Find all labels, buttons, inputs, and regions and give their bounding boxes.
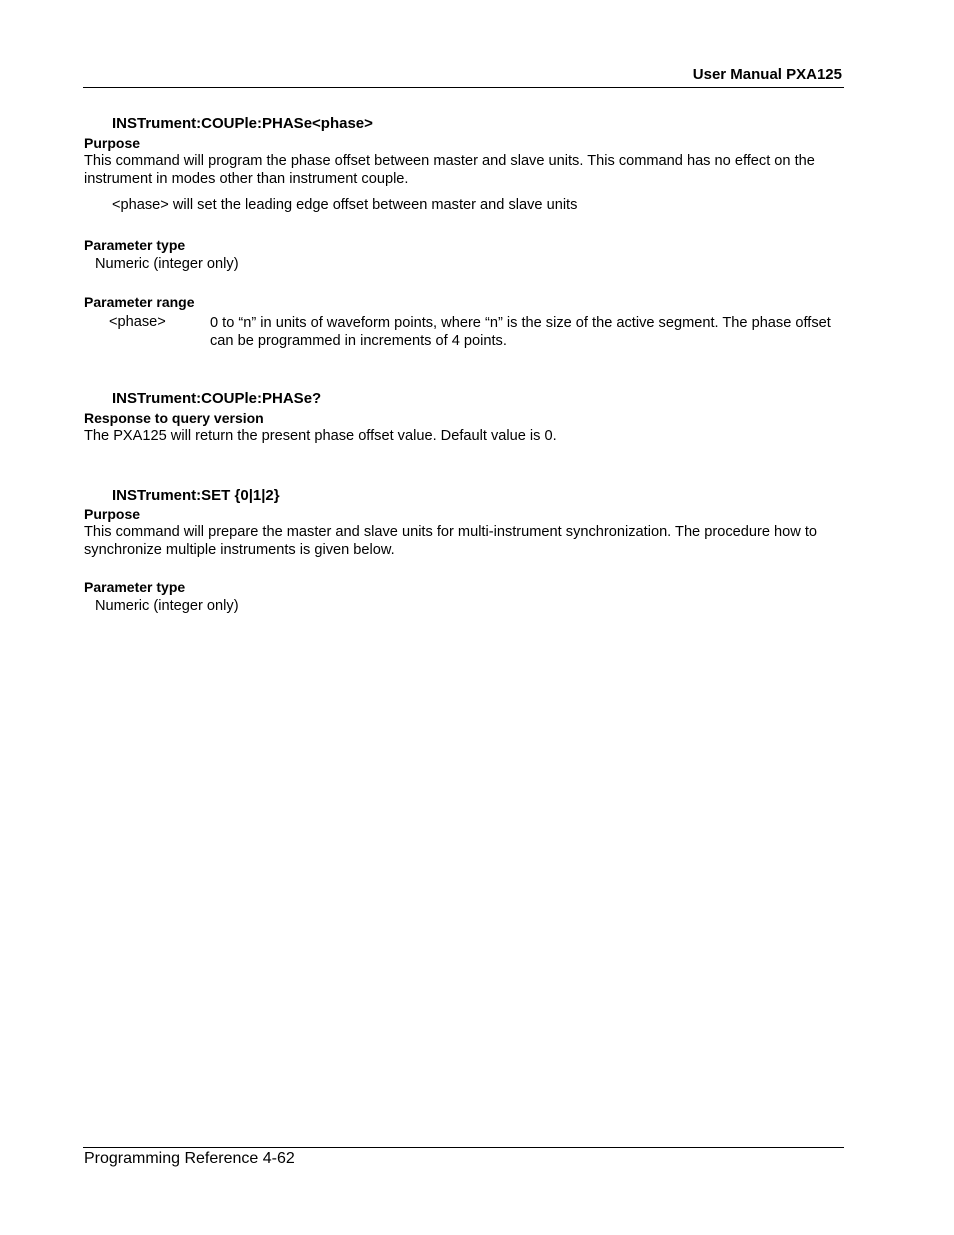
header-rule [83, 87, 844, 88]
param-range-text: 0 to “n” in units of waveform points, where “n” is the size of the active segment. The phase offset can be programmed in increments of 4 points. [210, 315, 831, 349]
param-type-heading: Parameter type [84, 237, 186, 253]
footer-text: Programming Reference 4-62 [84, 1150, 295, 1167]
footer-rule [83, 1147, 844, 1148]
param-name: <phase> [109, 314, 166, 330]
command-heading-phase-query: INSTrument:COUPle:PHASe? [112, 390, 322, 407]
response-heading: Response to query version [84, 410, 264, 426]
header-title: User Manual PXA125 [692, 66, 842, 83]
purpose-text: This command will prepare the master and slave units for multi-instrument synchronization. The procedure how to synchronize multiple instruments is given below. [84, 524, 817, 558]
param-note: <phase> will set the leading edge offset between master and slave units [112, 197, 578, 213]
command-heading-set: INSTrument:SET {0|1|2} [112, 487, 280, 504]
param-type-value: Numeric (integer only) [95, 256, 239, 272]
param-range-heading: Parameter range [84, 294, 195, 310]
purpose-text: This command will program the phase offset between master and slave units. This command has no effect on the instrument in modes other than instrument couple. [84, 153, 815, 187]
param-type-heading: Parameter type [84, 579, 186, 595]
purpose-heading: Purpose [84, 135, 141, 151]
purpose-heading: Purpose [84, 506, 141, 522]
command-heading-phase: INSTrument:COUPle:PHASe<phase> [112, 115, 373, 132]
response-text: The PXA125 will return the present phase offset value. Default value is 0. [84, 428, 557, 444]
param-type-value: Numeric (integer only) [95, 598, 239, 614]
